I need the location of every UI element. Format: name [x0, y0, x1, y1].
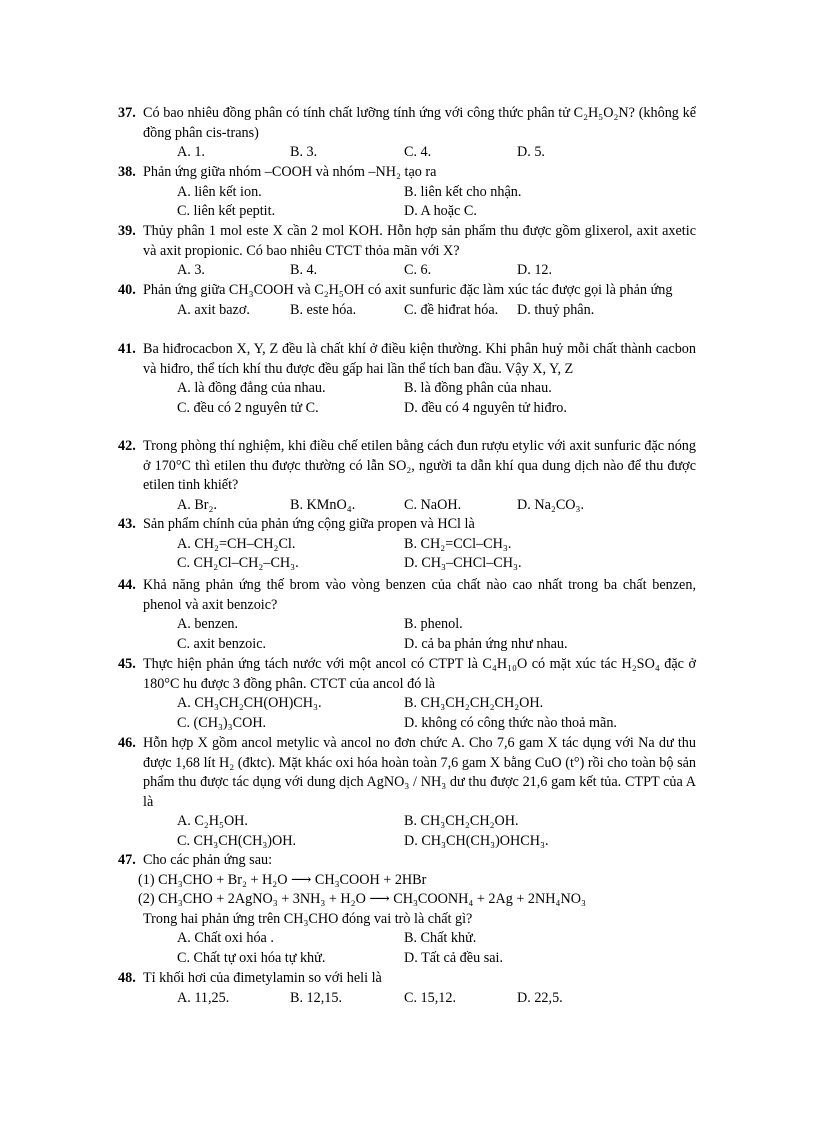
question-stem: Sản phẩm chính của phản ứng cộng giữa propen và HCl là: [143, 516, 475, 532]
question-number: 43.: [118, 516, 136, 532]
question-43: [118, 515, 696, 574]
question-number: 40.: [118, 282, 136, 298]
option-c: C. axit benzoic.: [177, 635, 267, 652]
option-c: C. đề hiđrat hóa.: [404, 301, 499, 318]
question-number: 44.: [118, 577, 136, 593]
question-42: [118, 437, 696, 515]
question-44: [118, 576, 696, 654]
option-c: C. (CH₃)₃COH.: [177, 714, 267, 731]
option-c: C. liên kết peptit.: [177, 203, 276, 220]
option-row: [177, 496, 696, 516]
option-b: B. liên kết cho nhận.: [404, 183, 522, 200]
option-d: D. không có công thức nào thoả mãn.: [404, 714, 617, 731]
option-a: A. Br₂.: [177, 496, 218, 513]
question-stem: Khả năng phản ứng thế brom vào vòng benzen của chất nào cao nhất trong ba chất benzen, phenol và axit benzoic?: [143, 577, 696, 613]
option-c: C. 15,12.: [404, 989, 457, 1006]
option-d: D. Tất cả đều sai.: [404, 949, 504, 966]
option-row: [177, 554, 696, 574]
option-c: C. 6.: [404, 262, 432, 279]
option-c: C. Chất tự oxi hóa tự khử.: [177, 949, 326, 966]
question-number: 41.: [118, 341, 136, 357]
question-number: 37.: [118, 105, 136, 121]
question-38: [118, 163, 696, 222]
question-number: 38.: [118, 164, 136, 180]
option-row: [177, 301, 696, 321]
option-d: D. 12.: [517, 262, 553, 279]
question-number: 46.: [118, 735, 136, 751]
question-number: 39.: [118, 223, 136, 239]
option-a: A. axit bazơ.: [177, 301, 250, 318]
option-row: [177, 379, 696, 399]
option-b: B. 12,15.: [290, 989, 343, 1006]
option-b: B. KMnO₄.: [290, 496, 356, 513]
question-number: 45.: [118, 656, 136, 672]
question-stem: Thực hiện phản ứng tách nước với một ancol có CTPT là C₄H₁₀O có mặt xúc tác H₂SO₄ đặc ở 180°C hu được 3 đồng phân. CTCT của ancol đó là: [143, 656, 696, 692]
option-b: B. 4.: [290, 262, 318, 279]
question-stem: Hỗn hợp X gồm ancol metylic và ancol no đơn chức A. Cho 7,6 gam X tác dụng với Na dư thu được 1,68 lít H₂ (đktc). Mặt khác oxi hóa hoàn toàn 7,6 gam X bằng CuO (t°) rồi cho toàn bộ sản phẩm thu được tác dụng với dung dịch AgNO₃ / NH₃ dư thu được 21,6 gam kết tủa. CTPT của A là: [143, 735, 696, 810]
reaction-2: (2) CH₃CHO + 2AgNO₃ + 3NH₃ + H₂O ⟶ CH₃COONH₄ + 2Ag + 2NH₄NO₃: [138, 891, 586, 908]
option-b: B. là đồng phân của nhau.: [404, 380, 552, 397]
question-45: [118, 655, 696, 733]
question-stem: Cho các phản ứng sau:: [143, 852, 273, 868]
option-row: [177, 812, 696, 832]
question-stem: Trong phòng thí nghiệm, khi điều chế etilen bằng cách đun rượu etylic với axit sunfuric đặc nóng ở 170°C thì etilen thu được thường có lẫn SO₂, người ta dẫn khí qua dung dịch nào để thu được etilen tinh khiết?: [143, 438, 696, 494]
option-c: C. CH₃CH(CH₃)OH.: [177, 832, 297, 849]
option-b: B. CH₃CH₂CH₂CH₂OH.: [404, 695, 544, 712]
option-row: [177, 615, 696, 635]
option-row: [177, 183, 696, 203]
question-stem-continued: Trong hai phản ứng trên CH₃CHO đóng vai trò là chất gì?: [143, 910, 473, 927]
option-d: D. Na₂CO₃.: [517, 496, 585, 513]
option-a: A. liên kết ion.: [177, 183, 262, 200]
option-a: A. là đồng đẳng của nhau.: [177, 380, 326, 397]
reaction-1: (1) CH₃CHO + Br₂ + H₂O ⟶ CH₃COOH + 2HBr: [138, 871, 427, 888]
option-row: [177, 694, 696, 714]
question-40: [118, 281, 696, 320]
option-a: A. 1.: [177, 144, 205, 161]
option-a: A. 11,25.: [177, 989, 230, 1006]
question-46: [118, 734, 696, 852]
option-b: B. 3.: [290, 144, 318, 161]
option-row: [177, 202, 696, 222]
option-b: B. CH₃CH₂CH₂OH.: [404, 813, 519, 830]
option-a: A. CH₃CH₂CH(OH)CH₃.: [177, 695, 322, 712]
question-37: [118, 104, 696, 163]
question-number: 48.: [118, 970, 136, 986]
option-a: A. C₂H₅OH.: [177, 813, 248, 830]
question-39: [118, 222, 696, 281]
option-c: C. CH₂Cl–CH₂–CH₃.: [177, 555, 299, 572]
question-stem: Phản ứng giữa CH₃COOH và C₂H₅OH có axit sunfuric đặc làm xúc tác được gọi là phản ứng: [143, 282, 673, 298]
question-48: [118, 969, 696, 1008]
option-d: D. cả ba phản ứng như nhau.: [404, 635, 568, 652]
question-stem: Phản ứng giữa nhóm –COOH và nhóm –NH₂ tạo ra: [143, 164, 437, 180]
question-number: 47.: [118, 852, 136, 868]
option-row: [177, 143, 696, 163]
question-number: 42.: [118, 438, 136, 454]
option-a: A. 3.: [177, 262, 205, 279]
option-d: D. 5.: [517, 144, 545, 161]
option-row: [177, 949, 696, 969]
option-row: [177, 635, 696, 655]
question-47: [118, 851, 696, 969]
option-d: D. 22,5.: [517, 989, 563, 1006]
option-d: D. A hoặc C.: [404, 203, 477, 220]
question-stem: Có bao nhiêu đồng phân có tính chất lưỡng tính ứng với công thức phân tử C₂H₅O₂N? (không kể đồng phân cis-trans): [143, 105, 696, 141]
option-c: C. 4.: [404, 144, 432, 161]
option-c: C. NaOH.: [404, 496, 462, 513]
option-row: [177, 929, 696, 949]
question-stem: Thủy phân 1 mol este X cần 2 mol KOH. Hỗn hợp sản phẩm thu được gồm glixerol, axit axetic và axit propionic. Có bao nhiêu CTCT thỏa mãn với X?: [143, 223, 696, 259]
option-d: D. CH₃–CHCl–CH₃.: [404, 555, 522, 572]
option-a: A. benzen.: [177, 616, 239, 633]
option-d: D. CH₃CH(CH₃)OHCH₃.: [404, 832, 549, 849]
option-a: A. CH₂=CH–CH₂Cl.: [177, 535, 296, 552]
option-row: [177, 399, 696, 419]
option-d: D. đều có 4 nguyên tử hiđro.: [404, 399, 567, 416]
option-a: A. Chất oxi hóa .: [177, 930, 274, 947]
option-d: D. thuỷ phân.: [517, 301, 595, 318]
option-b: B. Chất khử.: [404, 930, 477, 947]
option-row: [177, 989, 696, 1009]
option-row: [177, 535, 696, 555]
question-stem: Tỉ khối hơi của đimetylamin so với heli là: [143, 970, 382, 986]
option-c: C. đều có 2 nguyên tử C.: [177, 399, 319, 416]
option-b: B. este hóa.: [290, 301, 357, 318]
option-b: B. phenol.: [404, 616, 463, 633]
question-stem: Ba hiđrocacbon X, Y, Z đều là chất khí ở điều kiện thường. Khi phân huỷ mỗi chất thành cacbon và hiđro, thể tích khí thu được đều gấp hai lần thể tích ban đầu. Vậy X, Y, Z: [143, 341, 696, 377]
option-row: [177, 714, 696, 734]
question-41: [118, 340, 696, 418]
option-row: [177, 261, 696, 281]
option-row: [177, 832, 696, 852]
option-b: B. CH₂=CCl–CH₃.: [404, 535, 512, 552]
